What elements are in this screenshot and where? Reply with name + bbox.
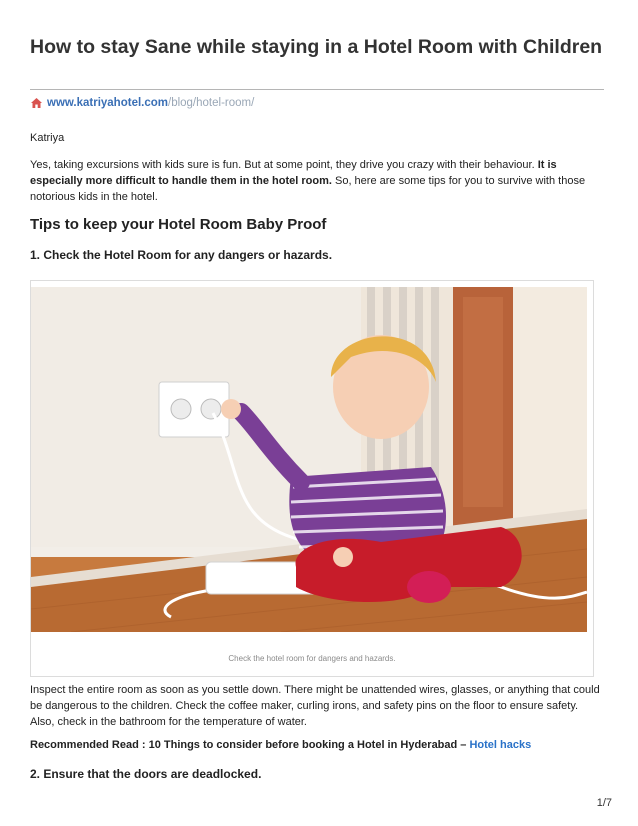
recommended-text: Recommended Read : 10 Things to consider before booking a Hotel in Hyderabad – bbox=[30, 739, 470, 751]
title-divider bbox=[30, 89, 604, 90]
source-line bbox=[30, 95, 254, 111]
section-heading: Tips to keep your Hotel Room Baby Proof bbox=[30, 216, 327, 233]
home-icon bbox=[30, 97, 43, 109]
author-name: Katriya bbox=[30, 132, 65, 144]
recommended-read bbox=[30, 738, 531, 752]
intro-text: Yes, taking excursions with kids sure is fun. But at some point, they drive you crazy with their behaviour. bbox=[30, 159, 538, 171]
figure-caption: Check the hotel room for dangers and hazards. bbox=[228, 654, 396, 663]
hotel-hacks-link[interactable]: Hotel hacks bbox=[469, 739, 532, 751]
intro-emphasis: It is especially more difficult to handle them in the hotel room. bbox=[30, 159, 557, 187]
intro-paragraph bbox=[30, 157, 604, 205]
intro-text-end: So, here are some tips for you to survive with those notorious kids in the hotel. bbox=[30, 175, 586, 203]
page-number: 1/7 bbox=[596, 797, 612, 809]
article-figure bbox=[30, 280, 594, 677]
toddler-with-power-strip-photo bbox=[31, 287, 587, 632]
step-2-heading: 2. Ensure that the doors are deadlocked. bbox=[30, 767, 262, 781]
source-domain-link[interactable]: www.katriyahotel.com bbox=[47, 97, 168, 109]
source-path: /blog/hotel-room/ bbox=[168, 97, 255, 109]
article-title: How to stay Sane while staying in a Hotel Room with Children bbox=[30, 36, 603, 58]
step-1-body: Inspect the entire room as soon as you settle down. There might be unattended wires, glasses, or anything that could be dangerous to the children. Check the coffee maker, curling irons, and safety pins on the floor to ensure safety. Also, check in the bathroom for the temperature of water. bbox=[30, 684, 600, 728]
step-1-heading: 1. Check the Hotel Room for any dangers or hazards. bbox=[30, 248, 333, 262]
